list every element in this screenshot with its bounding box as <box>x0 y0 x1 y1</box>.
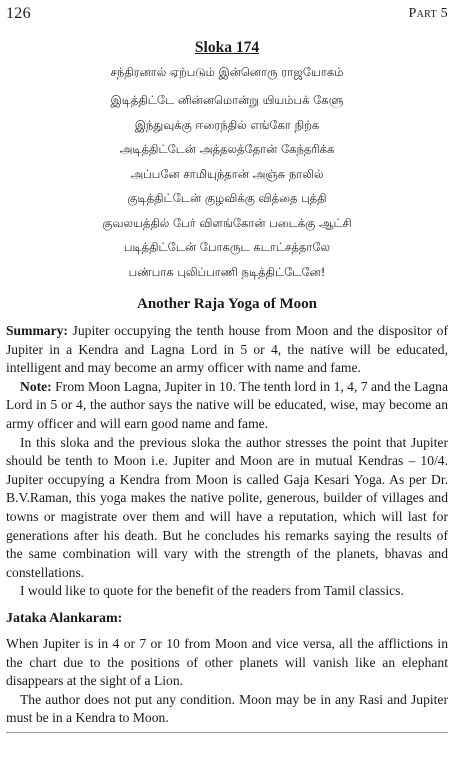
verse-line: பண்பாக புலிப்பாணி நடித்திட்டேனே! <box>128 264 326 279</box>
note-label: Note: <box>20 378 52 394</box>
tamil-verse <box>6 88 448 284</box>
summary-text: Jupiter occupying the tenth house from Moon and the dispositor of Jupiter in a Kendra and Lagna Lord in 5 or 4, the native will be educated, intelligent and may become an army officer with name and fame. <box>6 323 448 376</box>
verse-line: இடித்திட்டே னின்னமொன்று யியம்பக் கேளு <box>110 93 344 107</box>
part-label: Part 5 <box>408 6 448 21</box>
verse-line: இந்துவுக்கு ஈரைந்தில் எங்கோ நிற்க <box>134 117 320 132</box>
verse-line: அப்பனே சாமியுந்தான் அஞ்சு நாலில் <box>130 166 324 181</box>
verse-line: குவலயத்தில் பேர் விளங்கோன் படைக்கு ஆட்சி <box>102 215 352 230</box>
bottom-rule <box>6 732 448 733</box>
tamil-heading: சந்திரனால் ஏற்படும் இன்னொரு ராஜயோகம் <box>110 65 344 79</box>
jataka-paragraph: When Jupiter is in 4 or 7 or 10 from Moon and vice versa, all the afflictions in the chart due to the positions of other planets will vanish like an elephant disappears at the sight of a Lion. <box>6 635 448 689</box>
note-paragraph <box>6 378 448 434</box>
page-number: 126 <box>6 5 31 22</box>
summary-paragraph <box>6 322 448 378</box>
verse-line: குடித்திட்டேன் குழவிக்கு வித்தை புத்தி <box>127 191 327 205</box>
summary-label: Summary: <box>6 323 68 338</box>
body-paragraph: In this sloka and the previous sloka the author stresses the point that Jupiter should be tenth to Moon i.e. Jupiter and Moon are in mutual Kendras – 10/4. Jupiter occupying a Kendra from Moon is called Gaja Kesari Yoga. As per Dr. B.V.Raman, this yoga makes the native polite, generous, builder of villages and towns or magistrate over them and will have a reputation, which will last for generations after his death. But he concludes his remarks saying the results of the same combination will vary with the strength of the planets, bhavas and constellations. <box>6 434 448 580</box>
section-title: Another Raja Yoga of Moon <box>137 296 317 312</box>
sloka-title: Sloka 174 <box>194 39 260 56</box>
jataka-paragraph: The author does not put any condition. Moon may be in any Rasi and Jupiter must be in a Kendra to Moon. <box>6 691 448 726</box>
note-text: From Moon Lagna, Jupiter in 10. The tenth lord in 1, 4, 7 and the Lagna Lord in 5 or 4, the author says the native will be educated, wise, may become an army officer and will earn good name and fame. <box>6 378 448 431</box>
jataka-heading: Jataka Alankaram: <box>6 610 123 626</box>
verse-line: படித்திட்டேன் போகருட கடாட்சத்தாலே <box>123 240 331 254</box>
verse-line: அடித்திட்டேன் அத்தலத்தோன் கேந்தரிக்க <box>119 142 335 156</box>
body-paragraph: I would like to quote for the benefit of the readers from Tamil classics. <box>20 583 404 599</box>
running-head <box>6 6 448 28</box>
